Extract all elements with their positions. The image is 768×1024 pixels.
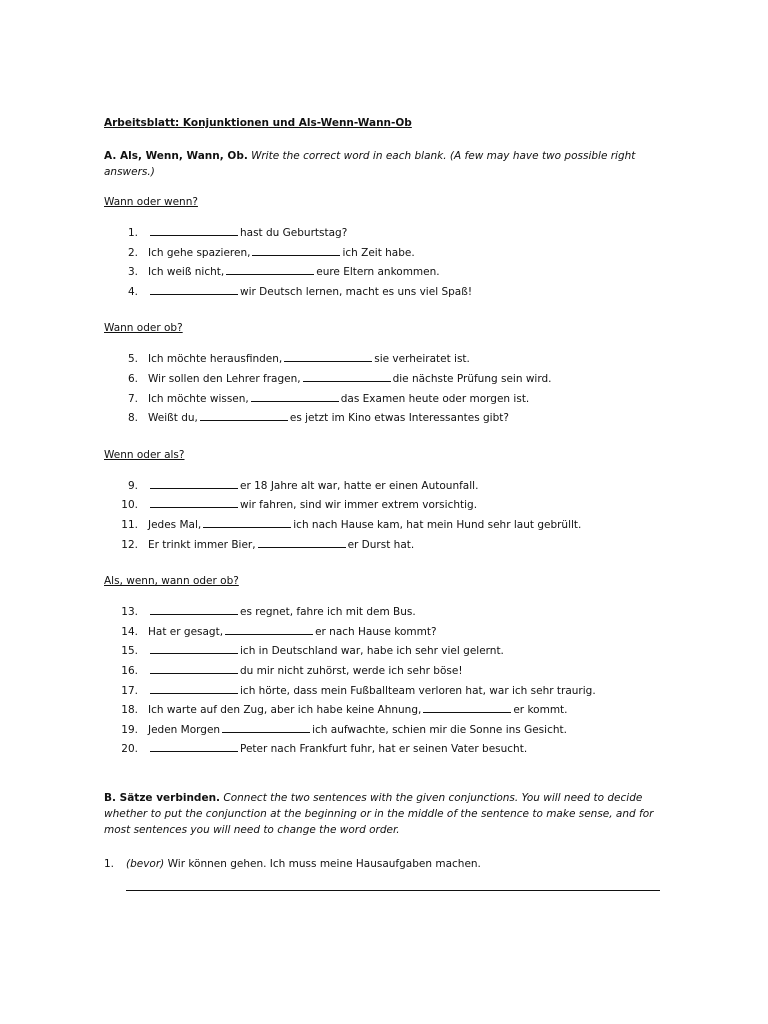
text-after-blank: hast du Geburtstag? xyxy=(240,227,348,239)
exercise-groups xyxy=(104,194,664,760)
exercise-list xyxy=(104,477,664,555)
worksheet-title: Arbeitsblatt: Konjunktionen und Als-Wenn-Wann-Ob xyxy=(104,117,412,129)
text-after-blank: wir Deutsch lernen, macht es uns viel Spaß! xyxy=(240,285,473,298)
item-number: 15. xyxy=(121,645,138,658)
answer-blank[interactable] xyxy=(150,682,238,694)
text-before-blank: Er trinkt immer Bier, xyxy=(148,538,256,551)
section-b-instruction: Connect the two sentences with the given conjunctions. You will need to decide whether to put the conjunction at the beginning or in the middle of the sentence to make sense, and for most sentences you will need to change the word order. xyxy=(104,791,654,836)
section-a-intro xyxy=(104,148,664,180)
exercise-item xyxy=(104,390,664,410)
item-number: 12. xyxy=(121,538,138,551)
item-number: 18. xyxy=(121,704,138,717)
text-after-blank: er kommt. xyxy=(513,704,568,717)
exercise-item xyxy=(104,283,664,303)
text-after-blank: er 18 Jahre alt war, hatte er einen Autounfall. xyxy=(240,479,479,492)
text-after-blank: er Durst hat. xyxy=(347,538,415,551)
answer-line[interactable] xyxy=(126,882,660,891)
item-number: 10. xyxy=(121,499,138,512)
item-number: 6. xyxy=(127,372,138,385)
text-after-blank: du mir nicht zuhörst, werde ich sehr böse! xyxy=(240,664,463,677)
answer-blank[interactable] xyxy=(203,516,291,528)
exercise-item xyxy=(104,350,664,370)
answer-blank[interactable] xyxy=(150,642,238,654)
answer-blank[interactable] xyxy=(252,244,340,256)
item-number: 17. xyxy=(121,684,138,697)
item-number: 2. xyxy=(127,246,138,259)
exercise-item xyxy=(104,682,664,702)
exercise-item xyxy=(104,740,664,760)
item-number: 4. xyxy=(127,285,138,298)
exercise-item xyxy=(104,370,664,390)
group-heading: Wann oder ob? xyxy=(104,322,183,335)
text-before-blank: Hat er gesagt, xyxy=(148,625,224,638)
exercise-list xyxy=(104,224,664,302)
exercise-item xyxy=(104,409,664,429)
text-after-blank: das Examen heute oder morgen ist. xyxy=(340,392,530,405)
answer-blank[interactable] xyxy=(423,701,511,713)
text-after-blank: sie verheiratet ist. xyxy=(374,353,470,366)
group-heading: Wenn oder als? xyxy=(104,448,185,461)
exercise-item xyxy=(104,623,664,643)
text-before-blank: Ich weiß nicht, xyxy=(148,266,225,279)
item-number: 7. xyxy=(127,392,138,405)
exercise-item xyxy=(104,536,664,556)
answer-blank[interactable] xyxy=(150,662,238,674)
text-after-blank: ich aufwachte, schien mir die Sonne ins Gesicht. xyxy=(312,723,567,736)
text-before-blank: Ich warte auf den Zug, aber ich habe keine Ahnung, xyxy=(148,704,422,717)
exercise-item xyxy=(104,263,664,283)
text-before-blank: Wir sollen den Lehrer fragen, xyxy=(148,372,301,385)
section-b-item xyxy=(104,856,664,872)
item-number: 16. xyxy=(121,664,138,677)
answer-blank[interactable] xyxy=(251,390,339,402)
exercise-item xyxy=(104,224,664,244)
text-after-blank: es jetzt im Kino etwas Interessantes gibt? xyxy=(289,412,509,425)
answer-blank[interactable] xyxy=(303,370,391,382)
answer-blank[interactable] xyxy=(150,496,238,508)
item-number: 20. xyxy=(121,743,138,756)
section-a-heading: A. Als, Wenn, Wann, Ob. xyxy=(104,150,248,162)
conjunction-hint: (bevor) xyxy=(126,857,165,870)
text-before-blank: Jeden Morgen xyxy=(148,723,221,736)
text-after-blank: eure Eltern ankommen. xyxy=(316,266,440,279)
exercise-item xyxy=(104,496,664,516)
answer-blank[interactable] xyxy=(258,536,346,548)
item-number: 3. xyxy=(127,266,138,279)
text-after-blank: ich hörte, dass mein Fußballteam verloren hat, war ich sehr traurig. xyxy=(240,684,596,697)
exercise-item xyxy=(104,701,664,721)
exercise-list xyxy=(104,350,664,428)
item-number: 14. xyxy=(121,625,138,638)
section-a-instruction: Write the correct word in each blank. (A few may have two possible right answers.) xyxy=(104,150,636,178)
answer-blank[interactable] xyxy=(150,283,238,295)
answer-blank[interactable] xyxy=(200,409,288,421)
worksheet-page xyxy=(104,112,664,891)
answer-blank[interactable] xyxy=(150,477,238,489)
text-before-blank: Ich möchte herausfinden, xyxy=(148,353,283,366)
item-number: 19. xyxy=(121,723,138,736)
text-after-blank: Peter nach Frankfurt fuhr, hat er seinen Vater besucht. xyxy=(240,743,528,756)
item-number: 13. xyxy=(121,606,138,619)
text-before-blank: Ich möchte wissen, xyxy=(148,392,249,405)
answer-blank[interactable] xyxy=(150,224,238,236)
text-after-blank: die nächste Prüfung sein wird. xyxy=(392,372,552,385)
exercise-list xyxy=(104,603,664,760)
item-number: 8. xyxy=(127,412,138,425)
item-number: 1. xyxy=(104,857,115,870)
text-after-blank: er nach Hause kommt? xyxy=(315,625,437,638)
exercise-item xyxy=(104,642,664,662)
group-heading: Wann oder wenn? xyxy=(104,196,198,208)
item-number: 5. xyxy=(127,353,138,366)
item-number: 11. xyxy=(121,518,138,531)
exercise-item xyxy=(104,603,664,623)
exercise-item xyxy=(104,516,664,536)
answer-blank[interactable] xyxy=(150,603,238,615)
answer-blank[interactable] xyxy=(226,263,314,275)
text-before-blank: Weißt du, xyxy=(148,412,198,425)
text-after-blank: ich Zeit habe. xyxy=(342,246,415,259)
exercise-item xyxy=(104,477,664,497)
answer-blank[interactable] xyxy=(222,721,310,733)
answer-blank[interactable] xyxy=(150,740,238,752)
item-number: 1. xyxy=(127,227,138,239)
exercise-item xyxy=(104,721,664,741)
text-before-blank: Ich gehe spazieren, xyxy=(148,246,251,259)
text-before-blank: Jedes Mal, xyxy=(148,518,202,531)
text-after-blank: ich in Deutschland war, habe ich sehr viel gelernt. xyxy=(240,645,504,658)
text-after-blank: ich nach Hause kam, hat mein Hund sehr laut gebrüllt. xyxy=(293,518,582,531)
group-heading: Als, wenn, wann oder ob? xyxy=(104,575,239,588)
exercise-item xyxy=(104,244,664,264)
item-number: 9. xyxy=(127,479,138,492)
section-b-heading: B. Sätze verbinden. xyxy=(104,791,221,804)
exercise-item xyxy=(104,662,664,682)
answer-blank[interactable] xyxy=(284,350,372,362)
answer-blank[interactable] xyxy=(225,623,313,635)
text-after-blank: wir fahren, sind wir immer extrem vorsichtig. xyxy=(240,499,478,512)
sentence-text: Wir können gehen. Ich muss meine Hausaufgaben machen. xyxy=(167,857,481,870)
section-b-intro xyxy=(104,790,664,838)
text-after-blank: es regnet, fahre ich mit dem Bus. xyxy=(240,606,416,619)
